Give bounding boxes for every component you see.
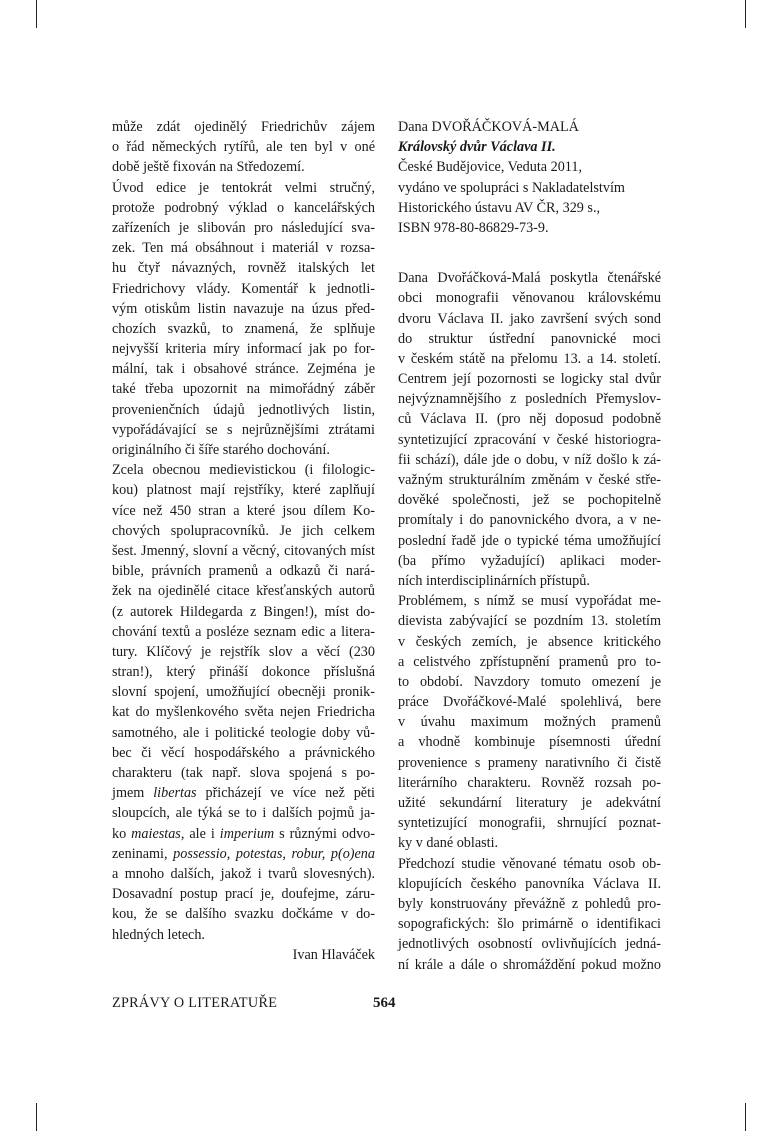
text-line: zařízeních je slibován pro následující sva- [112,219,375,236]
text-line: kat do myšlenkového světa nejen Friedricha [112,704,375,721]
crop-mark-top-left [36,0,37,28]
crop-mark-bottom-right [745,1103,746,1131]
text-line: dvoru Václava II. jako završení svých sond [398,310,661,327]
text-line: originálního či šíře starého dochování. [112,442,330,458]
text-line: může zdát ojedinělý Friedrichův zájem [112,119,375,135]
text-line: také třeba upozornit na mimořádný záběr [112,381,375,398]
text-line: ců Václava II. (pro něj doposud podobně [398,411,661,428]
text-line: době ještě fixován na Středozemí. [112,159,305,176]
text-line: tury. Klíčový je rejstřík slov a věcí (230 [112,643,375,660]
text-line: jednotlivých osobností ovlivňujících jedná- [398,936,661,953]
text-line: samotného, ale i politické teologie doby vů- [112,724,375,741]
text-line: jmem libertas přicházejí ve více než pěti [112,785,375,802]
text-line: bible, právních pramenů a odkazů či nará- [112,563,375,580]
text-line: bec či věcí hospodářského a právnického [112,744,375,761]
book-imprint: České Budějovice, Veduta 2011, [398,159,583,176]
text-line: to období. Navzdory tomuto omezení je [398,673,661,690]
text-line: zeninami, possessio, potestas, robur, p(o)ena [112,845,375,862]
text-line: sloupcích, ale týká se to i dalších pojmů ja- [112,805,375,822]
text-line: protože podrobný výklad o kancelářských [112,199,375,216]
text-line: ky v dané oblasti. [398,835,499,852]
text-line: provenience s prameny narativního či čistě [398,754,661,771]
text-line: važným strukturálním změnám v české stře- [398,472,661,488]
crop-mark-top-right [745,0,746,28]
text-line: (ba přímo vyžadující) aplikaci moder- [398,552,661,569]
crop-mark-bottom-left [36,1103,37,1131]
text-line: provenienčních údajů jednotlivých listin, [112,401,375,418]
text-line: charakteru (tak např. slova spojená s po- [112,765,375,781]
text-line: vypořádávající se s nejrůznějšími ztrátami [112,421,375,438]
text-line: kou, že se dalšího svazku dočkáme v do- [112,906,375,923]
book-imprint: vydáno ve spolupráci s Nakladatelstvím [398,179,625,196]
text-line: užité sekundární literatury je adekvátní [398,795,661,811]
text-line: nejvyšší kriteria míry informací jak po for- [112,341,375,358]
review-author-signature: Ivan Hlaváček [292,946,375,963]
text-line: literárního charakteru. Rovněž rozsah po- [398,774,661,791]
text-line: dověké společnosti, jež se pochopitelně [398,492,661,509]
journal-title: ZPRÁVY O LITERATUŘE [112,995,278,1011]
text-line: v českém státě na přelomu 13. a 14. století. [398,350,661,367]
text-line: slovní spojení, umožňující obecněji pronik- [112,684,375,701]
spacer [398,238,661,268]
text-line: do struktur ústřední panovnické moci [398,330,661,347]
text-line: ních interdisciplinárních přístupů. [398,572,590,589]
text-line: poslední řadě jde o typické téma umožňující [398,532,661,549]
text-line: chových spolupracovníků. Je jich celkem [112,522,375,539]
text-line: více než 450 stran a které jsou dílem Ko- [112,502,375,519]
text-line: promítaly i do panovnického dvora, a v ne- [398,512,661,529]
text-line: šest. Jmenný, slovní a věcný, citovaných míst [112,542,375,559]
right-column [398,117,661,975]
text-line: a vhodně kombinuje písemnosti úřední [398,734,661,751]
page-number: 564 [373,995,396,1011]
text-line: syntetizující zpracování v české historiogra- [398,431,661,448]
text-line: fii schází), dále jde o dobu, v níž došlo k zá- [398,451,661,468]
text-line: v úvahu maximum možných pramenů [398,714,661,731]
text-line: žek na ojedinělé citace křesťanských autorů [112,583,375,600]
book-imprint: Historického ústavu AV ČR, 329 s., [398,199,601,216]
text-line: stran!), který přináší dokonce příslušná [112,664,375,681]
text-line: Předchozí studie věnované tématu osob ob- [398,855,661,872]
text-line: Centrem její pozornosti se logicky stal dvůr [398,371,661,388]
text-line: hledných letech. [112,926,205,943]
text-line: zek. Ten má obsáhnout i materiál v rozsa- [112,240,375,257]
text-line: (z autorek Hildegarda z Bingen!), míst do- [112,603,375,620]
text-line: v českých zemích, je absence kritického [398,633,661,650]
text-line: nejvýznamnějšího z posledních Přemyslov- [398,391,661,408]
book-author: Dana DVOŘÁČKOVÁ-MALÁ [398,119,579,135]
text-line: Zcela obecnou medievistickou (i filologic- [112,462,375,479]
text-line: hu čtyř návazných, rovněž italských let [112,260,375,277]
text-line: Dana Dvořáčková-Malá poskytla čtenářské [398,270,661,287]
text-line: obci monografii věnovanou královskému [398,290,661,307]
text-line: chozích svazků, to znamená, že splňuje [112,320,375,337]
text-line: dievista zabývající se pozdním 13. stoletím [398,613,661,630]
text-line: Friedrichovy vlády. Komentář k jednotli- [112,280,375,297]
text-line: práce Dvořáčkové-Malé spolehlivá, bere [398,694,661,711]
text-line: Problémem, s nímž se musí vypořádat me- [398,593,661,610]
text-line: syntetizující monografii, shrnující poznat- [398,815,661,832]
text-line: sopografických: šlo primárně o identifikaci [398,916,661,933]
text-line: ní krále a dále o shromáždění pokud možno [398,956,661,973]
text-line: mální, tak i obsahové stránce. Zejména je [112,361,375,378]
text-line: vým otiskům listin navazuje na úzus před- [112,300,375,317]
text-line: a celistvého zpřístupnění pramenů pro to- [398,653,661,670]
left-column [112,117,375,965]
text-line: chování textů a posléze seznam edic a litera- [112,623,375,640]
text-line: Úvod edice je tentokrát velmi stručný, [112,179,375,196]
text-line: Dosavadní postup prací je, doufejme, záru- [112,886,375,903]
text-line: kou) platnost mají rejstříky, které zaplňují [112,482,375,499]
book-isbn: ISBN 978-80-86829-73-9. [398,219,549,236]
text-line: a mnoho dalších, jakož i tvarů slovesných). [112,865,375,882]
text-line: ko maiestas, ale i imperium s různými odvo- [112,825,375,842]
book-title: Královský dvůr Václava II. [398,139,556,156]
text-line: o řád německých rytířů, ale ten byl v oné [112,139,375,156]
text-line: klopujících českého panovníka Václava II. [398,875,661,892]
text-line: byly konstruovány převážně z pohledů pro- [398,895,661,912]
